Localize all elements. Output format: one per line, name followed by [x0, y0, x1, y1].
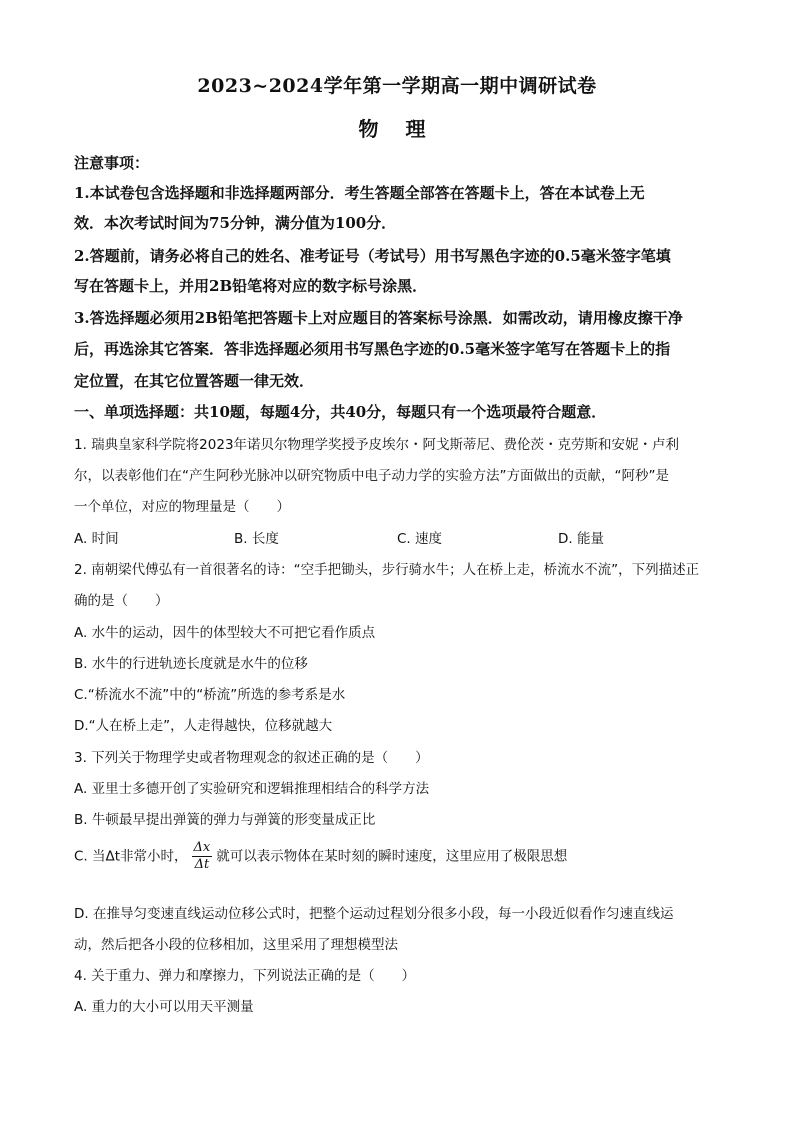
fraction-denominator: Δt [194, 857, 210, 872]
question-3-option-b: B. 牛顿最早提出弹簧的弹力与弹簧的形变量成正比 [74, 812, 376, 828]
question-2-line: 2. 南朝梁代傅弘有一首很著名的诗：“空手把锄头，步行骑水牛；人在桥上走，桥流水不流”，下列描述正 [74, 562, 700, 578]
subject-title: 物 理 [358, 117, 436, 141]
question-3-option-c [74, 840, 567, 873]
question-3-option-d-line: D. 在推导匀变速直线运动位移公式时，把整个运动过程划分很多小段，每一小段近似看作匀速直线运 [74, 906, 674, 922]
question-2-option-b: B. 水牛的行进轨迹长度就是水牛的位移 [74, 656, 308, 672]
notice-line: 定位置，在其它位置答题一律无效． [74, 372, 315, 390]
notice-line: 写在答题卡上，并用2B铅笔将对应的数字标号涂黑． [74, 277, 428, 295]
question-4-stem: 4. 关于重力、弹力和摩擦力，下列说法正确的是（ ） [74, 968, 416, 984]
fraction-numerator: Δx [193, 840, 211, 855]
question-2-option-d: D.“人在桥上走”，人走得越快，位移就越大 [74, 718, 333, 734]
notice-line: 3.答选择题必须用2B铅笔把答题卡上对应题目的答案标号涂黑．如需改动，请用橡皮擦干净 [74, 309, 683, 327]
question-3-option-c-prefix: C. 当Δt非常小时， [74, 848, 188, 865]
question-4-option-a: A. 重力的大小可以用天平测量 [74, 999, 254, 1015]
question-1-line: 一个单位，对应的物理量是（ ） [74, 499, 290, 515]
question-3-option-c-suffix: 就可以表示物体在某时刻的瞬时速度，这里应用了极限思想 [216, 848, 568, 865]
question-1-option-a: A. 时间 [74, 531, 119, 547]
notice-line: 1.本试卷包含选择题和非选择题两部分．考生答题全部答在答题卡上，答在本试卷上无 [74, 184, 645, 202]
question-1-option-d: D. 能量 [558, 531, 604, 547]
delta-x-over-delta-t-fraction [192, 840, 213, 873]
exam-title: 2023~2024学年第一学期高一期中调研试卷 [197, 75, 597, 97]
notice-heading: 注意事项： [74, 154, 150, 172]
question-1-option-b: B. 长度 [234, 531, 279, 547]
notice-line: 效．本次考试时间为75分钟，满分值为100分． [74, 214, 397, 232]
question-2-option-c: C.“桥流水不流”中的“桥流”所选的参考系是水 [74, 687, 346, 703]
section-heading: 一、单项选择题：共10题，每题4分，共40分，每题只有一个选项最符合题意． [74, 403, 607, 421]
question-1-line: 1. 瑞典皇家科学院将2023年诺贝尔物理学奖授予皮埃尔・阿戈斯蒂尼、费伦茨・克劳斯和安妮・卢利 [74, 437, 680, 453]
question-3-option-a: A. 亚里士多德开创了实验研究和逻辑推理相结合的科学方法 [74, 781, 430, 797]
question-2-option-a: A. 水牛的运动，因牛的体型较大不可把它看作质点 [74, 625, 376, 641]
question-2-line: 确的是（ ） [74, 593, 169, 609]
question-3-option-d-line: 动，然后把各小段的位移相加，这里采用了理想模型法 [74, 937, 398, 953]
question-1-option-c: C. 速度 [397, 531, 443, 547]
question-1-line: 尔，以表彰他们在“产生阿秒光脉冲以研究物质中电子动力学的实验方法”方面做出的贡献，“阿秒”是 [74, 468, 669, 484]
notice-line: 后，再选涂其它答案．答非选择题必须用书写黑色字迹的0.5毫米签字笔写在答题卡上的指 [74, 340, 671, 358]
notice-line: 2.答题前，请务必将自己的姓名、准考证号（考试号）用书写黑色字迹的0.5毫米签字笔填 [74, 247, 671, 265]
question-3-stem: 3. 下列关于物理学史或者物理观念的叙述正确的是（ ） [74, 750, 429, 766]
